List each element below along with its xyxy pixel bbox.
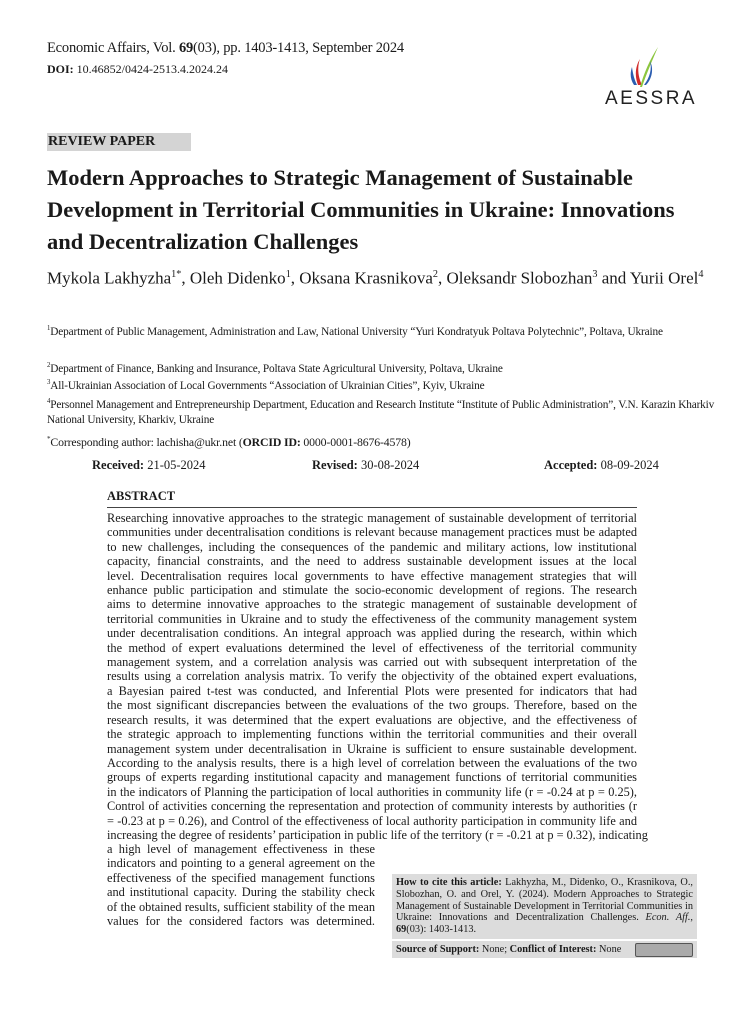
abstract-line: territorial communities in Ukraine and to study the effectiveness of the community management system: [107, 611, 637, 626]
abstract-line: a high level of management effectiveness in these: [107, 842, 375, 856]
doi-link[interactable]: 10.46852/0424-2513.4.2024.24: [73, 62, 229, 76]
doi-label: DOI:: [47, 62, 74, 76]
abstract-line: level. Decentralisation requires local governments to have effective management strategies that will: [107, 568, 637, 583]
logo-text: AESSRA: [605, 88, 698, 109]
affiliation-3: $^3$All-Ukrainian Association of Local Governments “Association of Ukrainian Cities”, Kyiv, Ukraine: [47, 379, 485, 392]
author-separator: ,: [181, 268, 190, 288]
article-type-label: REVIEW PAPER: [47, 133, 191, 151]
abstract-line: a Bayesian paired t-test was conducted, and Inferential Plots were presented for indicators that had: [107, 683, 637, 698]
abstract-line: research results, it was determined that the expert evaluations are objective, and the effectiveness of: [107, 712, 637, 727]
abstract-line: Control of activities concerning the representation and protection of community interests by authorities (r: [107, 799, 637, 814]
affiliation-4: $^4$Personnel Management and Entrepreneurship Department, Education and Research Institute “Institute of Public Administration”, V.N. Karazin Kharkiv National University, Kharkiv, Ukraine: [47, 398, 715, 426]
revised-date: Revised: 30-08-2024: [312, 458, 420, 472]
abstract-body-continued: [107, 842, 375, 928]
abstract-line: the method of expert evaluations determined the level of effectiveness of the territorial community: [107, 640, 637, 655]
author-affiliation-mark: 1*: [171, 269, 182, 280]
accepted-date: Accepted: 08-09-2024: [544, 458, 659, 472]
author-affiliation-mark: 3: [592, 269, 598, 280]
abstract-body: [107, 511, 648, 842]
abstract-line: capacity, financial constraints, and the need to address sustainable development issues at the local: [107, 554, 637, 569]
abstract-line: results using a correlation analysis matrix. To verify the objectivity of the obtained expert evaluations,: [107, 669, 637, 684]
author-affiliation-mark: 4: [698, 269, 704, 280]
issue-pages-date: (03), pp. 1403-1413, September 2024: [193, 40, 404, 56]
abstract-line: Researching innovative approaches to the strategic management of sustainable development of territorial: [107, 511, 637, 525]
abstract-line: in the indicators of Planning the participation of local authorities in community life (r = -0.24 at p = 0.25),: [107, 784, 637, 799]
abstract-line: to new challenges, including the consequences of the pandemic and military actions, low institutional: [107, 539, 637, 554]
abstract-line: = -0.23 at p = 0.26), and Control of the effectiveness of local authority participation in community life and: [107, 813, 637, 828]
abstract-line: management system, and a correlation analysis was carried out with subsequent interpretation of the: [107, 655, 637, 670]
abstract-line: the strategic approach to implementing functions within the territorial communities and their overall: [107, 727, 637, 742]
author-list: [47, 262, 707, 291]
author-name: Oleh Didenko: [189, 268, 286, 288]
author-affiliation-mark: 2: [432, 269, 438, 280]
cc-by-license-icon[interactable]: [635, 943, 693, 957]
author-name: Oksana Krasnikova: [299, 268, 433, 288]
abstract-line: aims to determine innovative approaches to the strategic management of sustainable development of: [107, 597, 637, 612]
author-affiliation-mark: 1: [285, 269, 291, 280]
how-to-cite-box: How to cite this article: Lakhyzha, M., Didenko, O., Krasnikova, O., Slobozhan, O. and Orel, Y. (2024). Modern Approaches to Strategic Management of Sustainable Development in Territorial Communities in Ukraine: Innovations and Decentralization Challenges. Econ. Aff., 69(03): 1403-1413.: [392, 874, 697, 939]
author-name: Yurii Orel: [629, 268, 699, 288]
abstract-line: of the obtained results, sufficient stability of the mean: [107, 899, 375, 914]
received-date: Received: 21-05-2024: [92, 458, 206, 472]
citation-info-column: [392, 874, 697, 958]
abstract-heading: ABSTRACT: [107, 489, 176, 503]
author-separator: and: [597, 268, 630, 288]
abstract-line: and institutional capacity. During the stability check: [107, 885, 375, 900]
author-separator: ,: [290, 268, 300, 288]
abstract-line: values for the considered factors was determined.: [107, 914, 375, 929]
affiliation-1: $^1$Department of Public Management, Administration and Law, National University “Yuri Kondratyuk Poltava Polytechnic”, Poltava, Ukraine: [47, 325, 663, 338]
abstract-line: communities under decentralisation conditions is relevant because management practices must be adapted: [107, 525, 637, 540]
abstract-line: the most significant discrepancies between the evaluations of the two groups. Therefore, based on the: [107, 698, 637, 713]
author-separator: ,: [437, 268, 447, 288]
abstract-line: indicators and pointing to a general agreement on the: [107, 856, 375, 871]
abstract-line: under decentralisation conditions. An integral approach was applied during the research, within which: [107, 626, 637, 641]
journal-name: Economic Affairs, Vol.: [47, 40, 179, 56]
support-conflict-box: Source of Support: None; Conflict of Interest: None: [392, 941, 697, 958]
abstract-line: groups of experts regarding institutional capacity and management functions of territorial communities: [107, 770, 637, 785]
volume: 69: [178, 40, 194, 56]
author-name: Oleksandr Slobozhan: [446, 268, 593, 288]
corresponding-author: *Corresponding author: lachisha@ukr.net (ORCID ID: 0000-0001-8676-4578): [47, 434, 411, 449]
affiliation-2: $^2$Department of Finance, Banking and Insurance, Poltava State Agricultural University, Poltava, Ukraine: [47, 362, 503, 375]
abstract-divider: [107, 507, 637, 508]
author-name: Mykola Lakhyzha: [47, 268, 172, 288]
doi: [47, 62, 228, 77]
abstract-line: According to the analysis results, there is a high level of correlation between the evaluations of the two: [107, 755, 637, 770]
abstract-line: effectiveness of the specified management functions: [107, 870, 375, 885]
paper-title: Modern Approaches to Strategic Management of Sustainable Development in Territorial Communities in Ukraine: Innovations and Decentralization Challenges: [47, 165, 675, 254]
journal-citation-header: [47, 40, 404, 57]
abstract-line: enhance public participation and stimulate the socio-economic development of regions. The research: [107, 583, 637, 598]
abstract-line: management system under decentralisation in Ukraine is sufficient to ensure sustainable development.: [107, 741, 637, 756]
abstract-line: increasing the degree of residents’ participation in public life of the territory (r = -0.21 at p = 0.32), indicating: [107, 827, 648, 842]
